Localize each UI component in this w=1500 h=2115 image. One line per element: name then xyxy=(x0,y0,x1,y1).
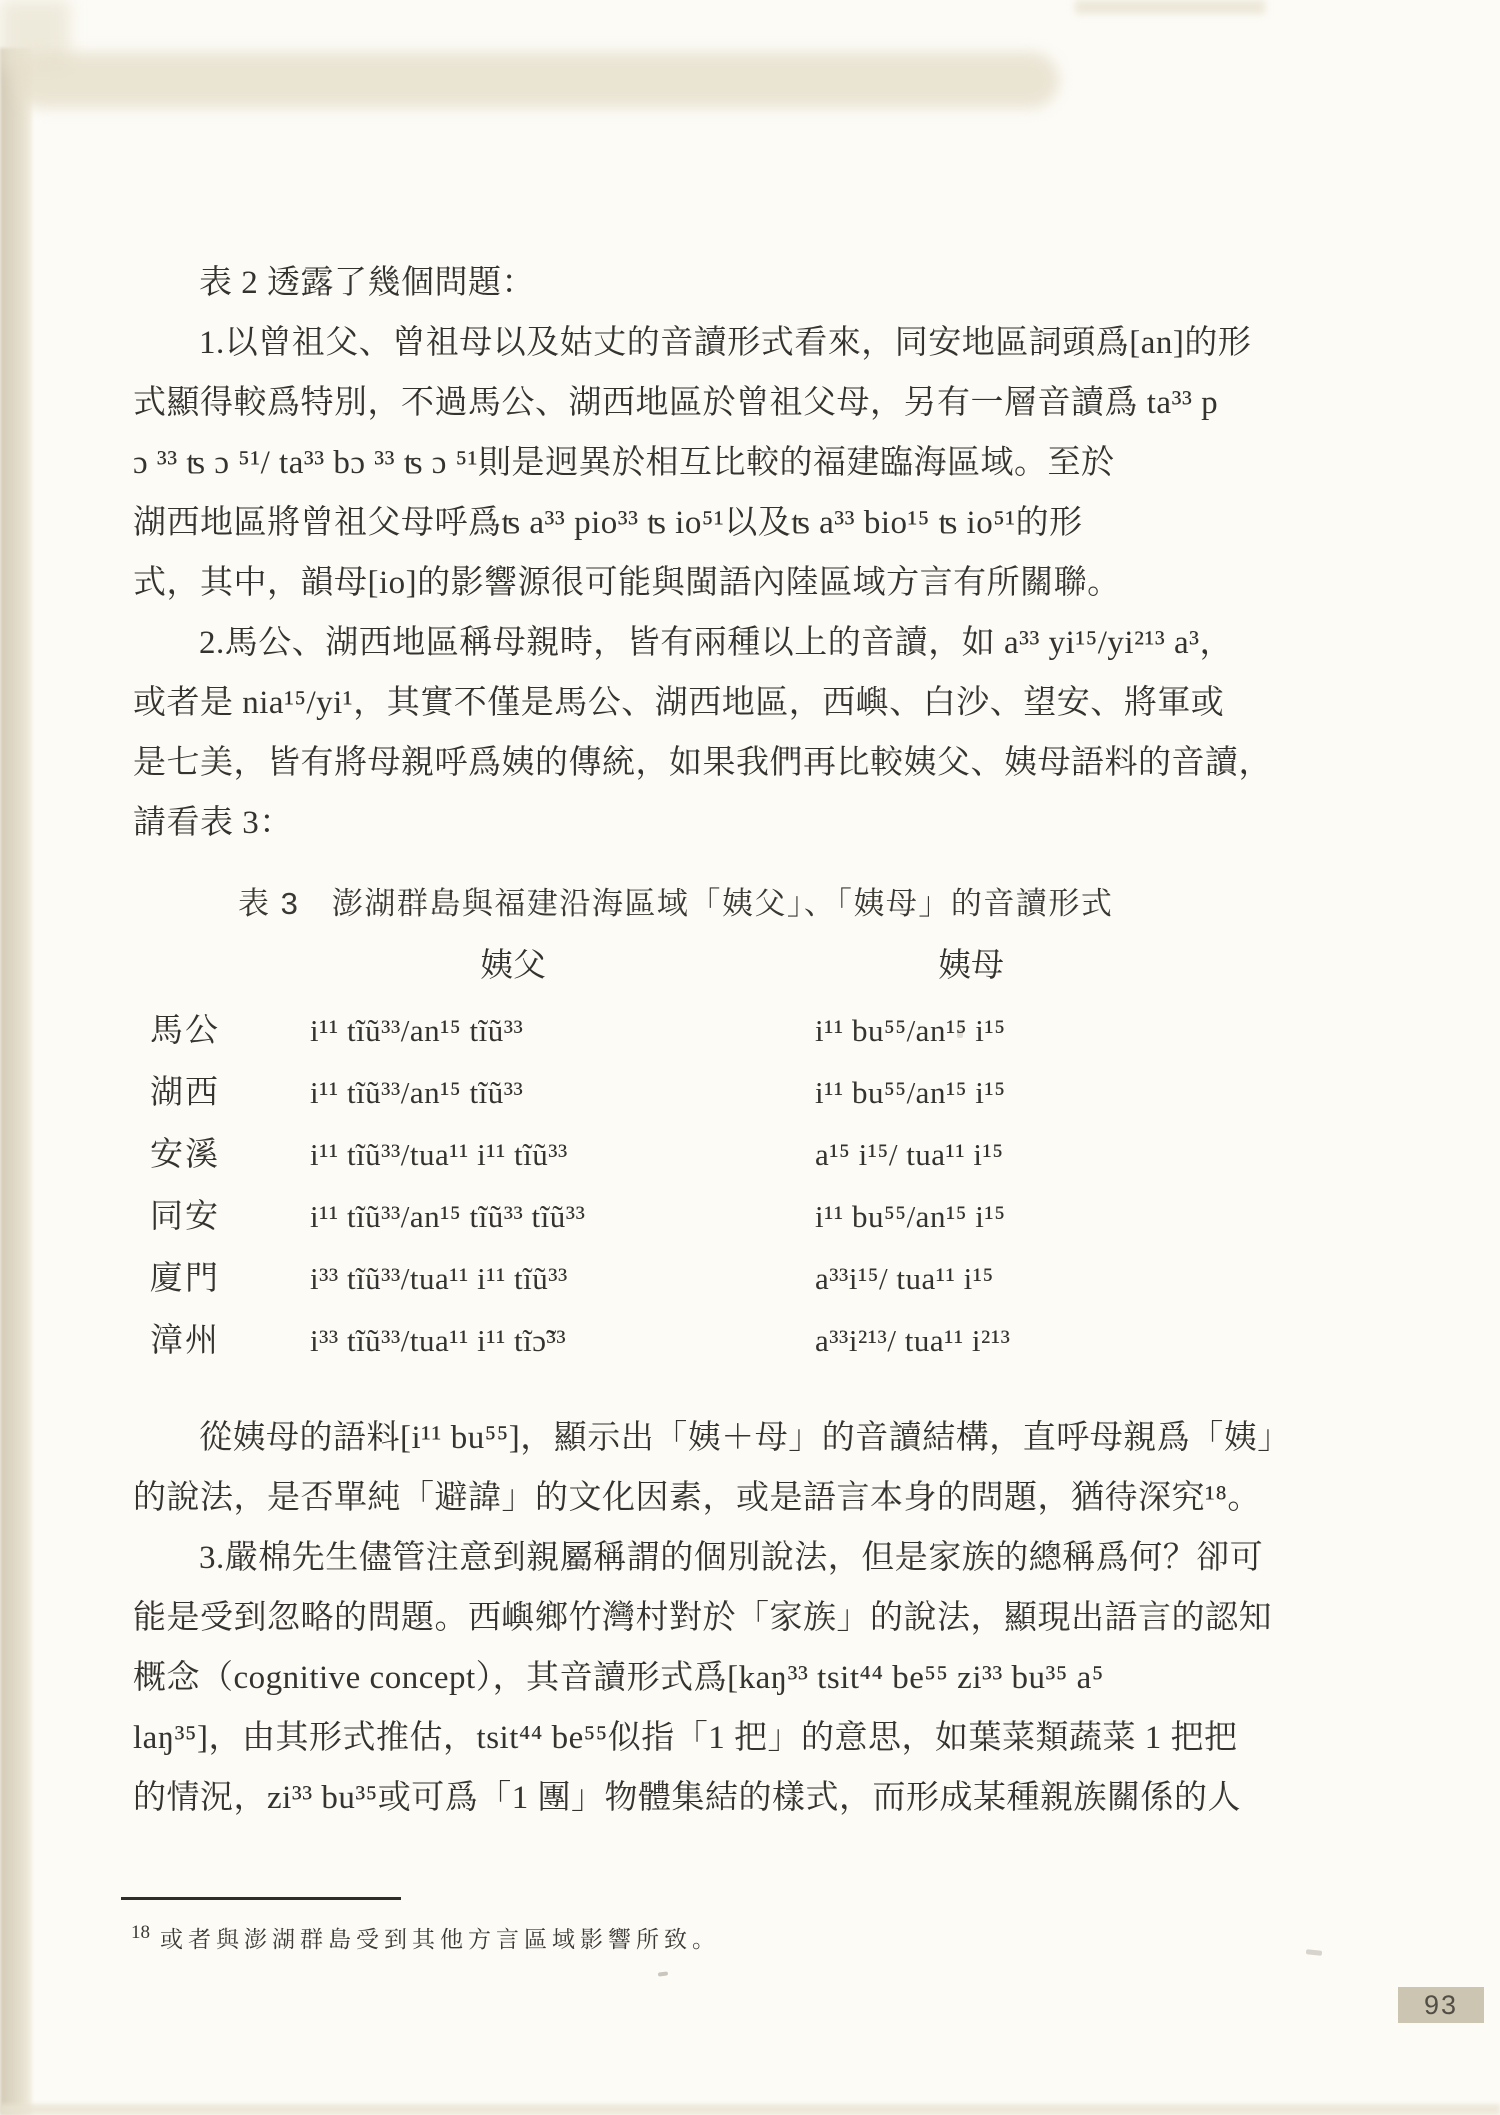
table-3-header xyxy=(0,935,1500,997)
footnote-marker: 18 xyxy=(131,1922,150,1944)
table-row xyxy=(150,1186,1280,1248)
body-line: 1.以曾祖父、曾祖母以及姑丈的音讀形式看來，同安地區詞頭爲[an]的形 xyxy=(199,325,1252,361)
body-line: 概念（cognitive concept），其音讀形式爲[kaŋ³³ tsit⁴⁴ be⁵⁵ zi³³ bu³⁵ a⁵ xyxy=(133,1660,1104,1696)
body-line: 從姨母的語料[i¹¹ bu⁵⁵]，顯示出「姨＋母」的音讀結構，直呼母親爲「姨」 xyxy=(199,1420,1291,1456)
table-3 xyxy=(150,1000,1280,1372)
cell-yimu-reading: i¹¹ bu⁵⁵/an¹⁵ i¹⁵ xyxy=(815,1199,1006,1234)
table-3-title: 表 3 澎湖群島與福建沿海區域「姨父」、「姨母」的音讀形式 xyxy=(238,886,1114,921)
table-row xyxy=(150,1062,1280,1124)
cell-yimu-reading: i¹¹ bu⁵⁵/an¹⁵ i¹⁵ xyxy=(815,1075,1006,1110)
cell-location: 安溪 xyxy=(150,1137,220,1173)
paragraph-intro xyxy=(133,253,1293,313)
cell-yifu-reading: i¹¹ tĩũ³³/tua¹¹ i¹¹ tĩũ³³ xyxy=(310,1137,568,1172)
footnote-separator xyxy=(121,1897,401,1900)
cell-yifu-reading: i¹¹ tĩũ³³/an¹⁵ tĩũ³³ xyxy=(310,1075,524,1110)
cell-yimu-reading: a³³i¹⁵/ tua¹¹ i¹⁵ xyxy=(815,1261,994,1296)
paragraph-point-1 xyxy=(133,313,1293,613)
body-line: 湖西地區將曾祖父母呼爲ʦ a³³ pio³³ ʦ io⁵¹以及ʦ a³³ bio¹⁵ ʦ io⁵¹的形 xyxy=(133,505,1083,541)
cell-location: 同安 xyxy=(150,1199,220,1235)
cell-yimu-reading: a¹⁵ i¹⁵/ tua¹¹ i¹⁵ xyxy=(815,1137,1004,1172)
footnote-18 xyxy=(131,1912,720,1968)
body-line: 請看表 3： xyxy=(133,805,293,841)
body-line: 式，其中，韻母[io]的影響源很可能與閩語內陸區域方言有所關聯。 xyxy=(133,565,1121,601)
body-line: 是七美，皆有將母親呼爲姨的傳統，如果我們再比較姨父、姨母語料的音讀， xyxy=(133,745,1272,781)
table-row xyxy=(150,1248,1280,1310)
dust-speck xyxy=(1306,1949,1322,1956)
body-line: laŋ³⁵]，由其形式推估，tsit⁴⁴ be⁵⁵似指「1 把」的意思，如葉菜類蔬菜 1 把把 xyxy=(133,1720,1238,1756)
cell-yimu-reading: i¹¹ bu⁵⁵/an¹⁵ i¹⁵ xyxy=(815,1013,1006,1048)
paragraph-point-2 xyxy=(133,613,1293,853)
scan-edge-bottom xyxy=(0,2104,1500,2115)
cell-yifu-reading: i¹¹ tĩũ³³/an¹⁵ tĩũ³³ tĩũ³³ xyxy=(310,1199,586,1234)
body-line: ɔ ³³ ʦ ɔ ⁵¹/ ta³³ bɔ ³³ ʦ ɔ ⁵¹則是迥異於相互比較的福建臨海區域。至於 xyxy=(133,445,1115,481)
body-line: 表 2 透露了幾個問題： xyxy=(199,265,535,301)
body-line: 的說法，是否單純「避諱」的文化因素，或是語言本身的問題，猶待深究¹⁸。 xyxy=(133,1480,1261,1516)
body-line: 能是受到忽略的問題。西嶼鄉竹灣村對於「家族」的說法，顯現出語言的認知 xyxy=(133,1600,1272,1636)
cell-yifu-reading: i³³ tĩũ³³/tua¹¹ i¹¹ tĩɔ̃³³ xyxy=(310,1323,567,1358)
scan-smudge-top xyxy=(14,52,1059,108)
table-row xyxy=(150,1310,1280,1372)
cell-location: 廈門 xyxy=(150,1261,220,1297)
table-column-header-yifu: 姨父 xyxy=(480,948,546,984)
body-line: 式顯得較爲特別，不過馬公、湖西地區於曾祖父母，另有一層音讀爲 ta³³ p xyxy=(133,385,1219,421)
paragraph-discussion xyxy=(133,1408,1293,1528)
cell-location: 漳州 xyxy=(150,1323,220,1359)
paragraph-point-3 xyxy=(133,1528,1293,1828)
body-line: 3.嚴棉先生儘管注意到親屬稱謂的個別說法，但是家族的總稱爲何？卻可 xyxy=(199,1540,1264,1576)
cell-yifu-reading: i³³ tĩũ³³/tua¹¹ i¹¹ tĩũ³³ xyxy=(310,1261,568,1296)
table-row xyxy=(150,1000,1280,1062)
scan-smudge-top-right xyxy=(1075,0,1265,14)
cell-yifu-reading: i¹¹ tĩũ³³/an¹⁵ tĩũ³³ xyxy=(310,1013,524,1048)
body-line: 或者是 nia¹⁵/yi¹，其實不僅是馬公、湖西地區，西嶼、白沙、望安、將軍或 xyxy=(133,685,1225,721)
table-column-header-yimu: 姨母 xyxy=(938,948,1004,984)
cell-location: 湖西 xyxy=(150,1075,220,1111)
dust-speck xyxy=(658,1971,668,1976)
cell-yimu-reading: a³³i²¹³/ tua¹¹ i²¹³ xyxy=(815,1323,1011,1358)
scan-edge-left xyxy=(0,48,32,2115)
cell-location: 馬公 xyxy=(150,1013,220,1049)
body-line: 2.馬公、湖西地區稱母親時，皆有兩種以上的音讀，如 a³³ yi¹⁵/yi²¹³ a³， xyxy=(199,625,1234,661)
table-row xyxy=(150,1124,1280,1186)
page-number: 93 xyxy=(1398,1987,1484,2023)
body-line: 的情況，zi³³ bu³⁵或可爲「1 團」物體集結的樣式，而形成某種親族關係的人 xyxy=(133,1780,1242,1816)
footnote-text: 或者與澎湖群島受到其他方言區域影響所致。 xyxy=(160,1927,720,1952)
